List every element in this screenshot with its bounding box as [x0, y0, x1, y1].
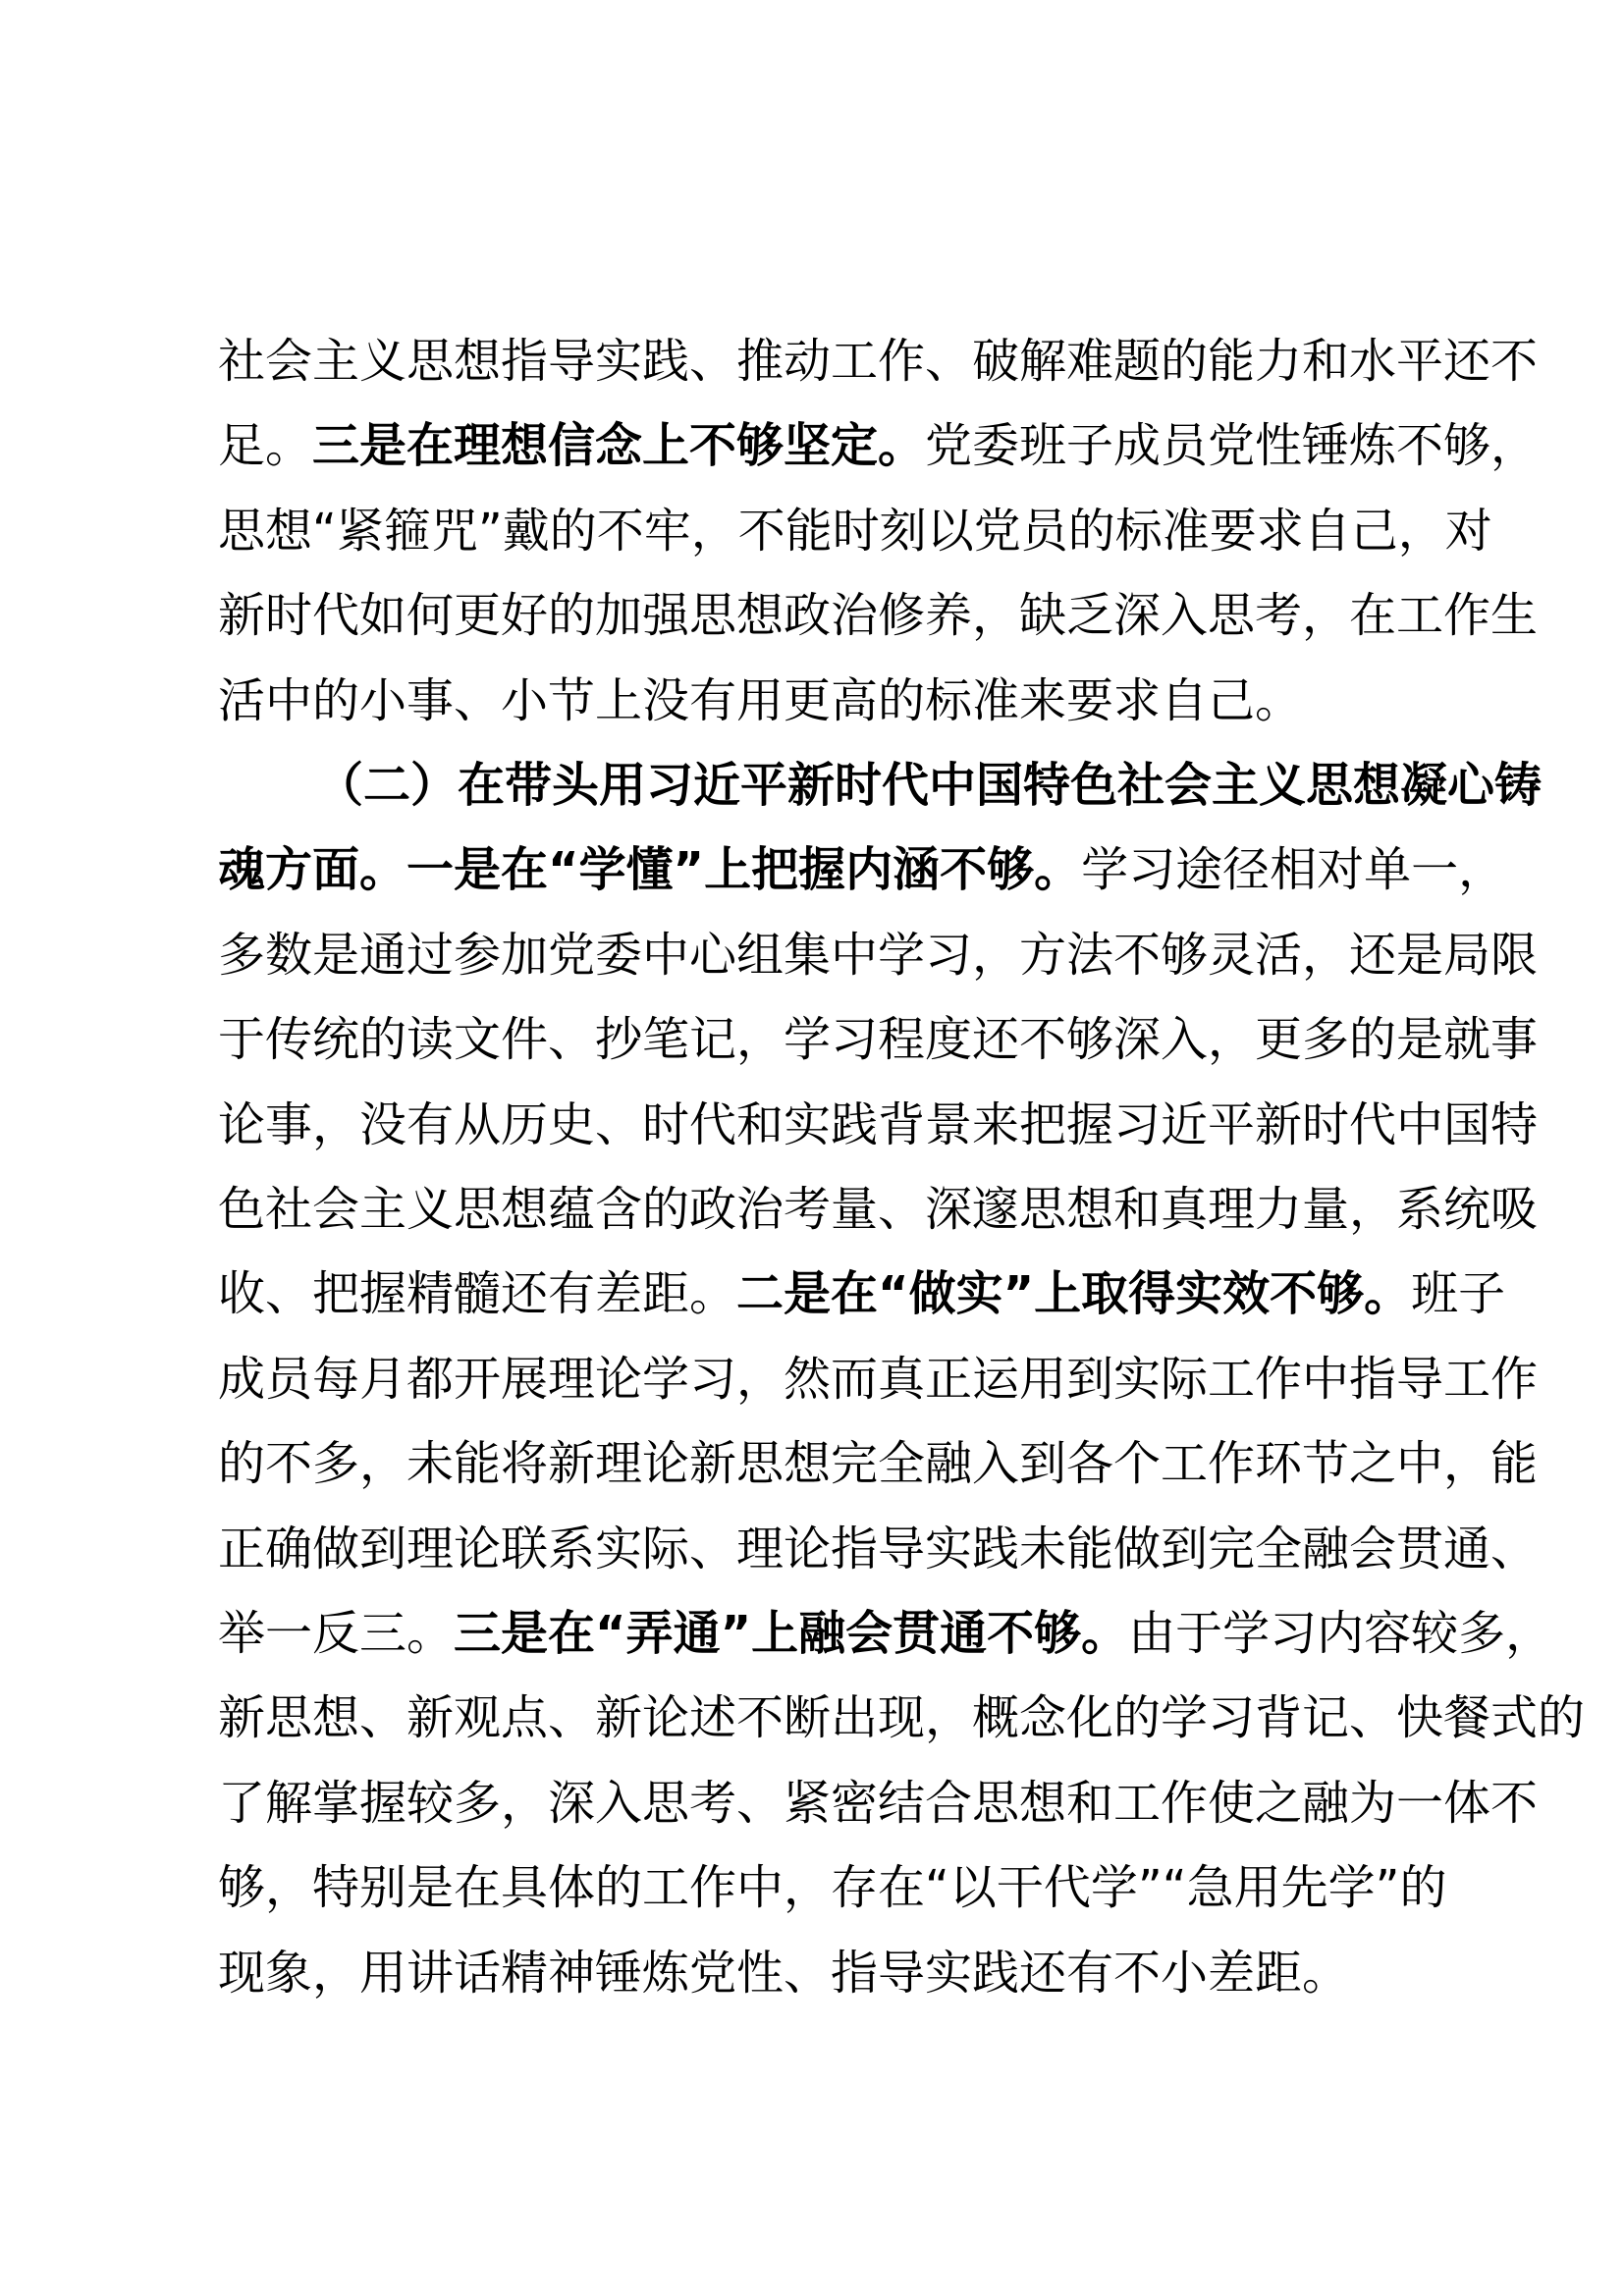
text-line — [218, 913, 1539, 997]
bold-heading-text: 三是在“弄通”上融会贯通不够。 — [454, 1606, 1129, 1661]
text-line — [218, 1845, 1447, 1930]
body-text: 足。 — [218, 418, 313, 474]
text-line — [218, 489, 1492, 573]
text-line — [218, 1252, 1506, 1336]
body-text: 新时代如何更好的加强思想政治修养，缺乏深入思考，在工作生 — [218, 588, 1539, 644]
text-line — [218, 403, 1539, 488]
bold-heading-text: 二是在“做实”上取得实效不够。 — [736, 1266, 1412, 1322]
body-text: 思想“紧箍咒”戴的不牢，不能时刻以党员的标准要求自己，对 — [218, 503, 1492, 559]
body-text: 了解掌握较多，深入思考、紧密结合思想和工作使之融为一体不 — [218, 1775, 1539, 1831]
body-text: 成员每月都开展理论学习，然而真正运用到实际工作中指导工作 — [218, 1351, 1539, 1407]
text-line — [218, 1337, 1539, 1421]
body-text: 班子 — [1411, 1266, 1506, 1322]
text-line — [316, 743, 1543, 828]
body-text: 社会主义思想指导实践、推动工作、破解难题的能力和水平还不 — [218, 334, 1539, 389]
text-line — [218, 573, 1539, 658]
text-line — [218, 1761, 1539, 1845]
text-line — [218, 1591, 1553, 1676]
text-line — [218, 1931, 1435, 2015]
body-text: 够，特别是在具体的工作中，存在“以干代学”“急用先学”的 — [218, 1860, 1447, 1916]
bold-heading-text: 魂方面。一是在“学懂”上把握内涵不够。 — [218, 842, 1082, 898]
body-text: 由于学习内容较多， — [1128, 1606, 1553, 1661]
text-line — [218, 828, 1506, 912]
body-text: 论事，没有从历史、时代和实践背景来把握习近平新时代中国特 — [218, 1096, 1539, 1152]
text-line — [218, 997, 1539, 1082]
bold-heading-text: （二）在带头用习近平新时代中国特色社会主义思想凝心铸 — [316, 758, 1543, 813]
body-text: 多数是通过参加党委中心组集中学习，方法不够灵活，还是局限 — [218, 927, 1539, 983]
bold-heading-text: 三是在理想信念上不够坚定。 — [312, 418, 926, 474]
text-line — [218, 659, 1435, 743]
body-text: 活中的小事、小节上没有用更高的标准来要求自己。 — [218, 672, 1303, 728]
body-text: 新思想、新观点、新论述不断出现，概念化的学习背记、快餐式的 — [218, 1690, 1586, 1746]
body-text: 正确做到理论联系实际、理论指导实践未能做到完全融会贯通、 — [218, 1521, 1539, 1576]
body-text: 党委班子成员党性锤炼不够， — [925, 418, 1539, 474]
text-line — [218, 1083, 1539, 1167]
body-text: 色社会主义思想蕴含的政治考量、深邃思想和真理力量，系统吸 — [218, 1182, 1539, 1237]
body-text: 于传统的读文件、抄笔记，学习程度还不够深入，更多的是就事 — [218, 1012, 1539, 1068]
text-line — [218, 1507, 1539, 1591]
text-line — [218, 1421, 1539, 1506]
body-text: 收、把握精髓还有差距。 — [218, 1266, 737, 1322]
body-text: 举一反三。 — [218, 1606, 455, 1661]
body-text: 学习途径相对单一， — [1081, 842, 1506, 898]
body-text: 现象，用讲话精神锤炼党性、指导实践还有不小差距。 — [218, 1945, 1350, 2001]
text-line — [218, 1676, 1586, 1760]
text-line — [218, 319, 1539, 403]
text-line — [218, 1167, 1539, 1252]
body-text: 的不多，未能将新理论新思想完全融入到各个工作环节之中，能 — [218, 1436, 1539, 1492]
